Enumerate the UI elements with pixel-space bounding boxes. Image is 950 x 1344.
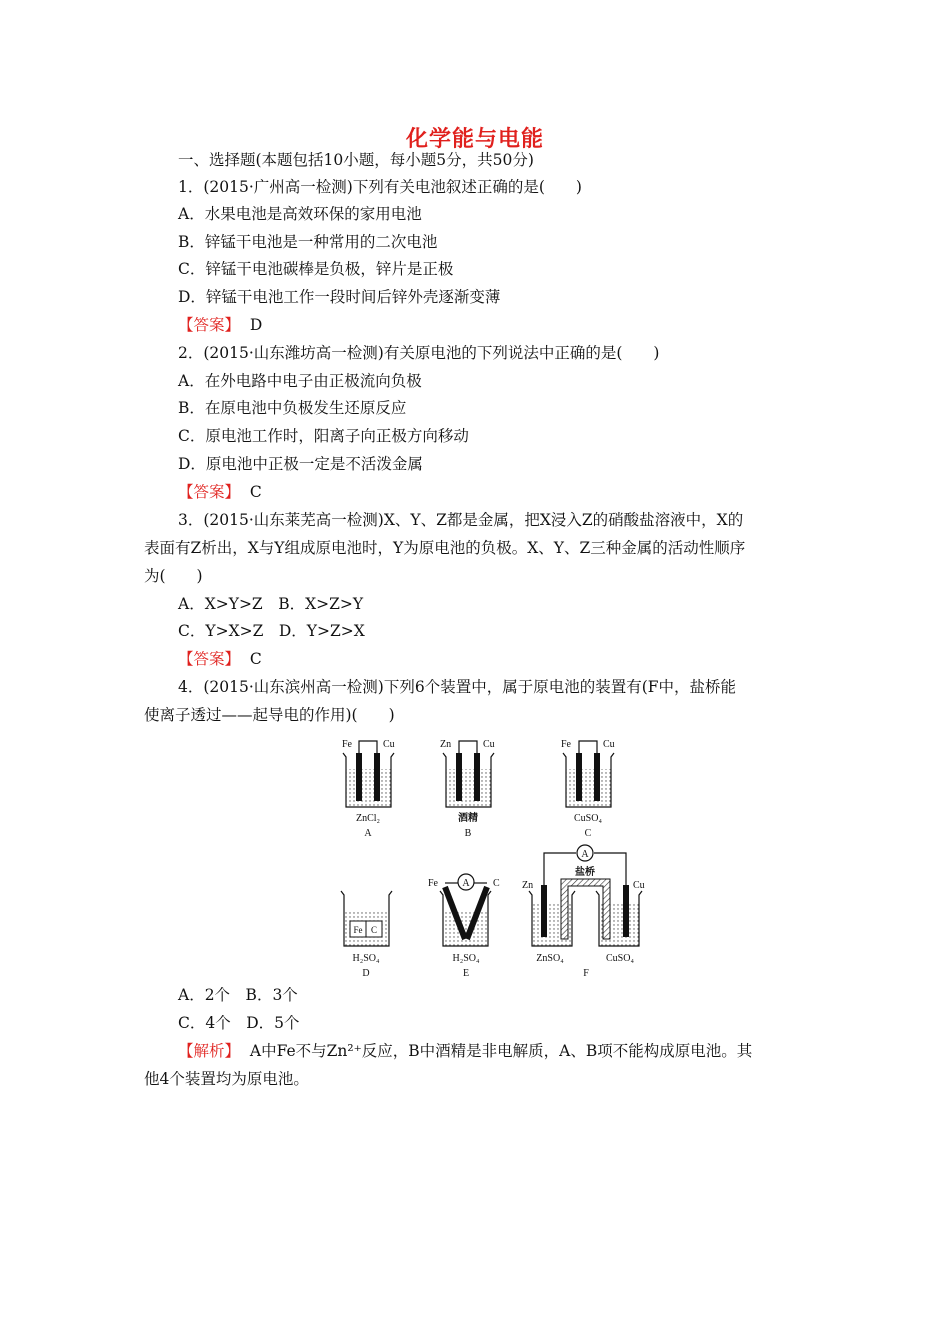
- solution-label: H₂SO₄: [352, 953, 380, 964]
- device-label: C: [584, 828, 592, 839]
- answer-value: C: [249, 650, 262, 668]
- electrode-label: C: [493, 878, 500, 889]
- ammeter-label: A: [462, 878, 470, 889]
- device-a: [342, 739, 395, 839]
- device-e: [428, 874, 500, 979]
- device-label: B: [464, 828, 472, 839]
- q3-stem-line-3: 为( ): [144, 567, 203, 585]
- answer-value: C: [249, 483, 262, 501]
- device-b: [440, 739, 495, 839]
- electrochemistry-figure: [320, 735, 650, 983]
- q2-option-b: B．在原电池中负极发生还原反应: [178, 399, 407, 417]
- salt-bridge-label: 盐桥: [575, 867, 595, 878]
- q4-stem-line-1: 4．(2015·山东滨州高一检测)下列6个装置中，属于原电池的装置有(F中，盐桥能: [178, 678, 736, 696]
- device-f: [522, 845, 645, 979]
- device-label: E: [462, 968, 470, 979]
- q1-option-a: A．水果电池是高效环保的家用电池: [178, 205, 422, 223]
- q2-option-c: C．原电池工作时，阳离子向正极方向移动: [178, 427, 469, 445]
- q1-option-b: B．锌锰干电池是一种常用的二次电池: [178, 233, 438, 251]
- q2-option-d: D．原电池中正极一定是不活泼金属: [178, 455, 423, 473]
- solution-label: CuSO₄: [574, 813, 602, 824]
- q4-analysis-line-2: 他4个装置均为原电池。: [144, 1070, 309, 1088]
- electrode-label: Fe: [561, 739, 571, 750]
- q2-stem: 2．(2015·山东潍坊高一检测)有关原电池的下列说法中正确的是( ): [178, 344, 660, 362]
- electrode-label: Cu: [483, 739, 495, 750]
- electrode-label: Fe: [342, 739, 352, 750]
- q1-answer: [178, 315, 262, 335]
- section-header: 一、选择题(本题包括10小题，每小题5分，共50分): [178, 151, 534, 169]
- solution-label: CuSO₄: [606, 953, 634, 964]
- q3-stem-line-2: 表面有Z析出，X与Y组成原电池时，Y为原电池的负极。X、Y、Z三种金属的活动性顺序: [144, 539, 746, 557]
- solution-label: ZnCl₂: [355, 813, 381, 824]
- device-label: F: [583, 968, 589, 979]
- solution-label: H₂SO₄: [452, 953, 480, 964]
- solution-label: 酒精: [458, 813, 478, 824]
- device-label: D: [362, 968, 370, 979]
- ammeter-label: A: [581, 849, 589, 860]
- q4-analysis-line-1: [178, 1041, 752, 1061]
- answer-value: D: [249, 316, 263, 334]
- q3-options-ab: A．X>Y>Z B．X>Z>Y: [178, 595, 364, 613]
- q4-options-ab: A．2个 B．3个: [178, 986, 298, 1004]
- electrode-label: Cu: [383, 739, 395, 750]
- q2-answer: [178, 482, 262, 502]
- analysis-text: A中Fe不与Zn²⁺反应，B中酒精是非电解质，A、B项不能构成原电池。其: [249, 1042, 753, 1060]
- answer-tag: 【答案】: [178, 483, 241, 501]
- solution-label: ZnSO₄: [536, 953, 564, 964]
- device-d: [341, 891, 392, 979]
- answer-tag: 【答案】: [178, 650, 241, 668]
- q3-answer: [178, 649, 262, 669]
- page-title: 化学能与电能: [405, 126, 544, 152]
- q1-option-d: D．锌锰干电池工作一段时间后锌外壳逐渐变薄: [178, 288, 501, 306]
- electrode-label: Zn: [522, 880, 534, 891]
- analysis-tag: 【解析】: [178, 1042, 241, 1060]
- box-label: Fe: [353, 925, 363, 935]
- electrode-label: Zn: [440, 739, 452, 750]
- q3-stem-line-1: 3．(2015·山东莱芜高一检测)X、Y、Z都是金属，把X浸入Z的硝酸盐溶液中，X的: [178, 511, 744, 529]
- q3-options-cd: C．Y>X>Z D．Y>Z>X: [178, 622, 365, 640]
- q1-option-c: C．锌锰干电池碳棒是负极，锌片是正极: [178, 260, 454, 278]
- electrode-label: Cu: [603, 739, 615, 750]
- device-label: A: [364, 828, 372, 839]
- electrode-label: Fe: [428, 878, 438, 889]
- box-label: C: [370, 925, 378, 935]
- q2-option-a: A．在外电路中电子由正极流向负极: [178, 372, 422, 390]
- q1-stem: 1．(2015·广州高一检测)下列有关电池叙述正确的是( ): [178, 178, 582, 196]
- electrode-label: Cu: [633, 880, 645, 891]
- q4-stem-line-2: 使离子透过——起导电的作用)( ): [144, 706, 395, 724]
- q4-options-cd: C．4个 D．5个: [178, 1014, 300, 1032]
- answer-tag: 【答案】: [178, 316, 241, 334]
- device-c: [561, 739, 615, 839]
